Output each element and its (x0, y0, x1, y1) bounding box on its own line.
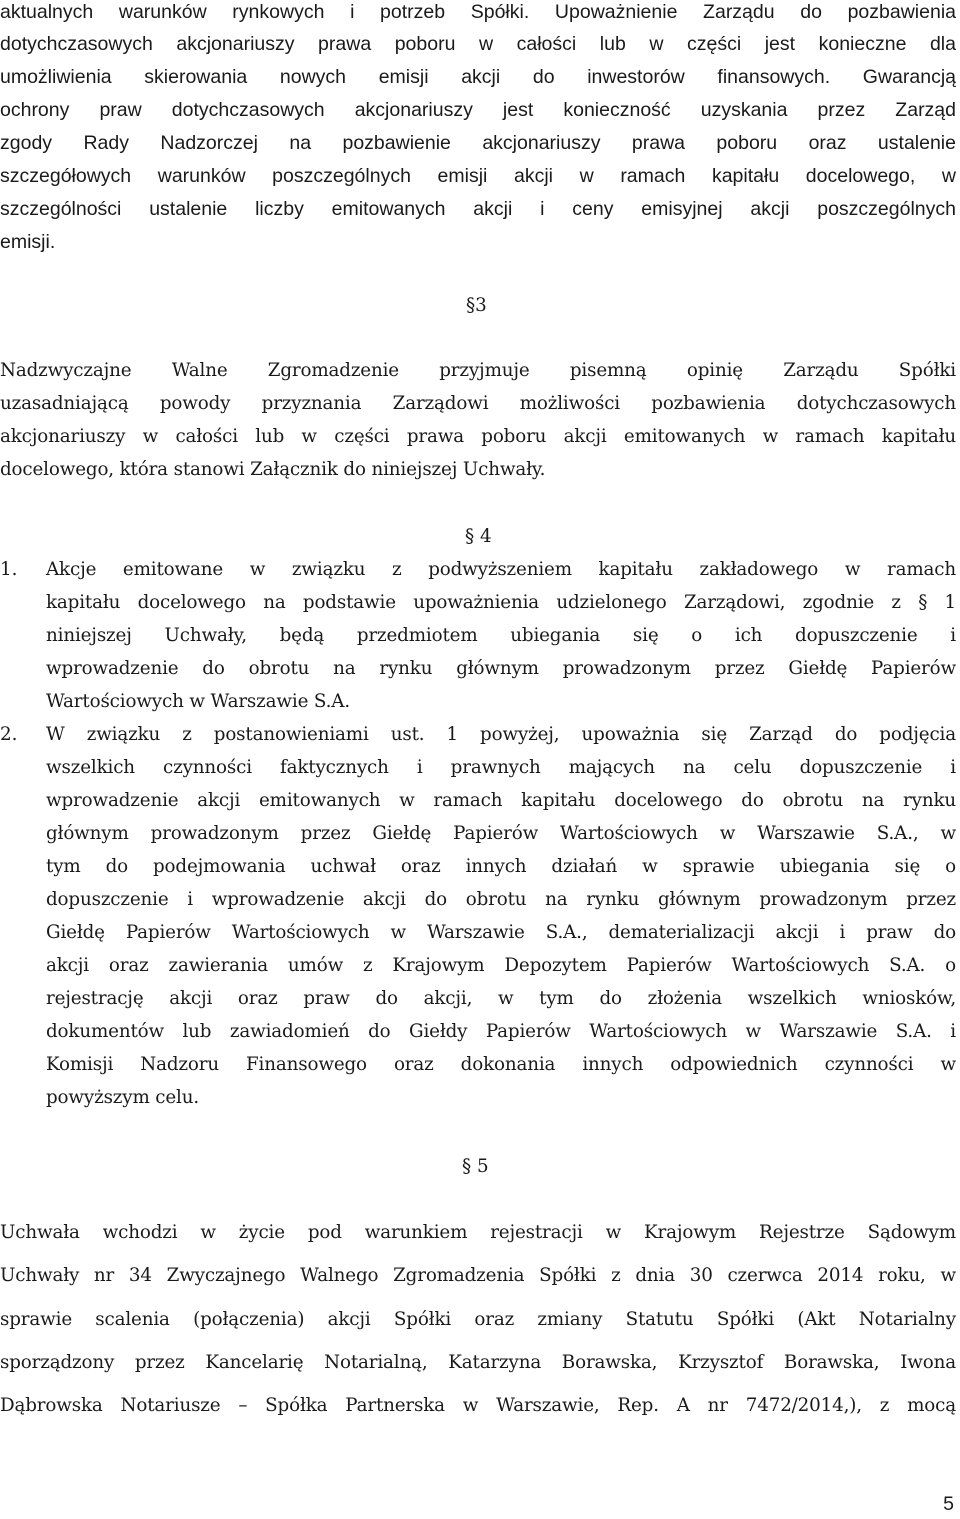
paragraph-line: uzasadniającą powody przyznania Zarządowi możliwości pozbawienia dotychczasowych (0, 393, 956, 414)
list-item-line: głównym prowadzonym przez Giełdę Papierów Wartościowych w Warszawie S.A., w (46, 823, 956, 844)
intro-line: aktualnych warunków rynkowych i potrzeb Spółki. Upoważnienie Zarządu do pozbawienia (0, 1, 956, 23)
intro-line: zgody Rady Nadzorczej na pozbawienie akcjonariuszy prawa poboru oraz ustalenie (0, 132, 956, 154)
paragraph-line: Uchwały nr 34 Zwyczajnego Walnego Zgromadzenia Spółki z dnia 30 czerwca 2014 roku, w (0, 1265, 956, 1286)
list-item-line: powyższym celu. (46, 1087, 200, 1108)
paragraph-line: sprawie scalenia (połączenia) akcji Spółki oraz zmiany Statutu Spółki (Akt Notarialny (0, 1309, 956, 1330)
section-3-heading: §3 (466, 295, 487, 316)
list-item-line: tym do podejmowania uchwał oraz innych działań w sprawie ubiegania się o (46, 856, 956, 877)
intro-line: dotychczasowych akcjonariuszy prawa poboru w całości lub w części jest konieczne dla (0, 33, 956, 55)
paragraph-line: docelowego, która stanowi Załącznik do niniejszej Uchwały. (0, 459, 546, 480)
intro-line: szczegółowych warunków poszczególnych emisji akcji w ramach kapitału docelowego, w (0, 165, 956, 187)
list-item-line: dopuszczenie i wprowadzenie akcji do obrotu na rynku głównym prowadzonym przez (46, 889, 956, 910)
list-item-line: wszelkich czynności faktycznych i prawnych mających na celu dopuszczenie i (46, 757, 956, 778)
list-item-line: Komisji Nadzoru Finansowego oraz dokonania innych odpowiednich czynności w (46, 1054, 956, 1075)
list-item-number: 1. (0, 559, 18, 580)
list-item-line: wprowadzenie do obrotu na rynku głównym prowadzonym przez Giełdę Papierów (46, 658, 956, 679)
list-item-line: Wartościowych w Warszawie S.A. (46, 691, 350, 712)
list-item-line: rejestrację akcji oraz praw do akcji, w tym do złożenia wszelkich wniosków, (46, 988, 956, 1009)
paragraph-line: Dąbrowska Notariusze – Spółka Partnerska w Warszawie, Rep. A nr 7472/2014,), z mocą (0, 1395, 956, 1416)
list-item-number: 2. (0, 724, 18, 745)
paragraph-line: Nadzwyczajne Walne Zgromadzenie przyjmuje pisemną opinię Zarządu Spółki (0, 360, 956, 381)
page-number: 5 (943, 1493, 954, 1515)
list-item-line: Akcje emitowane w związku z podwyższeniem kapitału zakładowego w ramach (46, 559, 956, 580)
list-item-line: niniejszej Uchwały, będą przedmiotem ubiegania się o ich dopuszczenie i (46, 625, 956, 646)
list-item-line: kapitału docelowego na podstawie upoważnienia udzielonego Zarządowi, zgodnie z § 1 (46, 592, 956, 613)
intro-line: ochrony praw dotychczasowych akcjonariuszy jest konieczność uzyskania przez Zarząd (0, 99, 956, 121)
list-item-line: akcji oraz zawierania umów z Krajowym Depozytem Papierów Wartościowych S.A. o (46, 955, 956, 976)
list-item-line: Giełdę Papierów Wartościowych w Warszawie S.A., dematerializacji akcji i praw do (46, 922, 956, 943)
list-item-line: W związku z postanowieniami ust. 1 powyżej, upoważnia się Zarząd do podjęcia (46, 724, 956, 745)
paragraph-line: akcjonariuszy w całości lub w części prawa poboru akcji emitowanych w ramach kapitału (0, 426, 956, 447)
list-item-line: wprowadzenie akcji emitowanych w ramach kapitału docelowego do obrotu na rynku (46, 790, 956, 811)
paragraph-line: Uchwała wchodzi w życie pod warunkiem rejestracji w Krajowym Rejestrze Sądowym (0, 1222, 956, 1243)
section-5-heading: § 5 (462, 1156, 489, 1177)
paragraph-line: sporządzony przez Kancelarię Notarialną, Katarzyna Borawska, Krzysztof Borawska, Iwona (0, 1352, 956, 1373)
list-item-line: dokumentów lub zawiadomień do Giełdy Papierów Wartościowych w Warszawie S.A. i (46, 1021, 956, 1042)
intro-line: emisji. (0, 231, 56, 253)
section-4-heading: § 4 (465, 526, 492, 547)
intro-line: umożliwienia skierowania nowych emisji akcji do inwestorów finansowych. Gwarancją (0, 66, 956, 88)
intro-line: szczególności ustalenie liczby emitowanych akcji i ceny emisyjnej akcji poszczególnych (0, 198, 956, 220)
